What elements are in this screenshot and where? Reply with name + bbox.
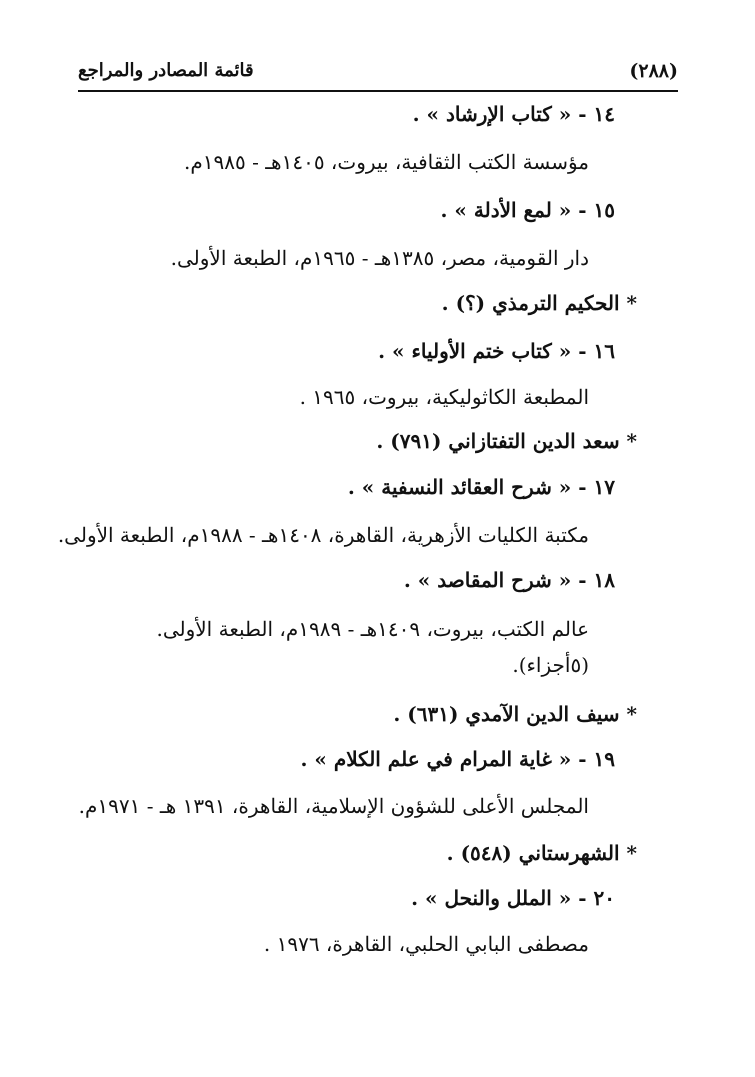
entry-20-title: ٢٠ - « الملل والنحل » . (411, 886, 615, 910)
author-amidi: * سيف الدين الآمدي (٦٣١) . (393, 702, 637, 726)
entry-19-title: ١٩ - « غاية المرام في علم الكلام » . (300, 747, 615, 771)
entry-15-publisher: دار القومية، مصر، ١٣٨٥هـ - ١٩٦٥م، الطبعة الأولى. (170, 246, 589, 270)
entry-14-title: ١٤ - « كتاب الإرشاد » . (412, 102, 615, 126)
author-shahrastani: * الشهرستاني (٥٤٨) . (446, 841, 637, 865)
author-tirmidhi: * الحكيم الترمذي (؟) . (441, 291, 637, 315)
entry-18-volumes: (٥أجزاء). (512, 653, 589, 677)
entry-18-publisher: عالم الكتب، بيروت، ١٤٠٩هـ - ١٩٨٩م، الطبعة الأولى. (156, 617, 589, 641)
entry-14-publisher: مؤسسة الكتب الثقافية، بيروت، ١٤٠٥هـ - ١٩٨٥م. (184, 150, 589, 174)
entry-20-publisher: مصطفى البابي الحلبي، القاهرة، ١٩٧٦ . (263, 932, 589, 956)
entry-19-publisher: المجلس الأعلى للشؤون الإسلامية، القاهرة، ١٣٩١ هـ - ١٩٧١م. (78, 794, 589, 818)
page-number: (٢٨٨) (629, 60, 678, 82)
running-title: قائمة المصادر والمراجع (78, 60, 254, 81)
entry-17-publisher: مكتبة الكليات الأزهرية، القاهرة، ١٤٠٨هـ - ١٩٨٨م، الطبعة الأولى. (57, 523, 589, 547)
entry-16-title: ١٦ - « كتاب ختم الأولياء » . (378, 339, 615, 363)
entry-18-title: ١٨ - « شرح المقاصد » . (403, 568, 615, 592)
entry-16-publisher: المطبعة الكاثوليكية، بيروت، ١٩٦٥ . (299, 385, 589, 409)
author-taftazani: * سعد الدين التفتازاني (٧٩١) . (376, 429, 637, 453)
entry-17-title: ١٧ - « شرح العقائد النسفية » . (347, 475, 615, 499)
page-header (78, 56, 678, 92)
entry-15-title: ١٥ - « لمع الأدلة » . (440, 198, 615, 222)
